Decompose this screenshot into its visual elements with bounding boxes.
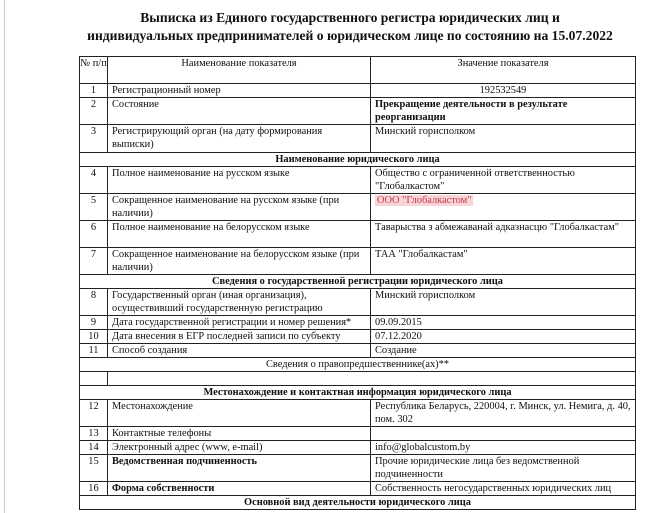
row-number: 6 (80, 221, 108, 248)
row-number: 16 (80, 482, 108, 496)
title-line-1: Выписка из Единого государственного регистра юридических лиц и (140, 10, 560, 25)
row-number: 10 (80, 330, 108, 344)
row-number: 7 (80, 248, 108, 275)
table-row (80, 316, 636, 330)
section-header-row (80, 153, 636, 167)
table-row (80, 441, 636, 455)
row-value: Собственность негосударственных юридических лиц (371, 482, 636, 496)
row-value (371, 194, 636, 221)
row-label: Ведомственная подчиненность (108, 455, 371, 482)
row-label: Сокращенное наименование на белорусском языке (при наличии) (108, 248, 371, 275)
table-row (80, 194, 636, 221)
row-number: 4 (80, 167, 108, 194)
header-num: № п/п (80, 57, 108, 84)
row-number: 8 (80, 289, 108, 316)
row-value: Создание (371, 344, 636, 358)
row-label: Сокращенное наименование на русском языке (при наличии) (108, 194, 371, 221)
subsection-header-row (80, 358, 636, 372)
row-label: Состояние (108, 98, 371, 125)
empty-cell (80, 372, 108, 386)
page-edge (4, 0, 5, 513)
row-number: 5 (80, 194, 108, 221)
row-value: Республика Беларусь, 220004, г. Минск, ул. Немига, д. 40, пом. 302 (371, 400, 636, 427)
section-header-row (80, 275, 636, 289)
table-row (80, 221, 636, 248)
section-header-row (80, 496, 636, 510)
header-value: Значение показателя (371, 57, 636, 84)
row-number: 9 (80, 316, 108, 330)
empty-cell (108, 372, 636, 386)
row-value: info@globalcustom.by (371, 441, 636, 455)
row-number: 14 (80, 441, 108, 455)
row-number: 3 (80, 125, 108, 153)
row-value (371, 427, 636, 441)
row-number: 15 (80, 455, 108, 482)
row-value: Таварыства з абмежаванай адказнасцю "Глобалкастам" (371, 221, 636, 248)
highlighted-value: ООО "Глобалкастом" (377, 195, 472, 206)
table-row (80, 167, 636, 194)
row-value: ТАА "Глобалкастам" (371, 248, 636, 275)
row-value: Минский горисполком (371, 125, 636, 153)
row-value: 09.09.2015 (371, 316, 636, 330)
row-number: 2 (80, 98, 108, 125)
row-label: Государственный орган (иная организация), осуществивший государственную регистрацию (108, 289, 371, 316)
table-header-row (80, 57, 636, 84)
table-row (80, 482, 636, 496)
table-row (80, 427, 636, 441)
header-name: Наименование показателя (108, 57, 371, 84)
row-number: 11 (80, 344, 108, 358)
row-value: Прекращение деятельности в результате реорганизации (371, 98, 636, 125)
row-value: 192532549 (371, 84, 636, 98)
section-header-row (80, 386, 636, 400)
row-number: 12 (80, 400, 108, 427)
row-label: Форма собственности (108, 482, 371, 496)
title-line-2: индивидуальных предпринимателей о юридическом лице по состоянию на 15.07.2022 (87, 28, 613, 43)
table-row (80, 84, 636, 98)
row-label: Дата внесения в ЕГР последней записи по субъекту (108, 330, 371, 344)
table-row (80, 125, 636, 153)
section-label: Основной вид деятельности юридического лица (80, 496, 636, 510)
row-label: Регистрирующий орган (на дату формирования выписки) (108, 125, 371, 153)
table-row (80, 98, 636, 125)
section-label: Сведения о правопредшественнике(ах)** (80, 358, 636, 372)
section-label: Наименование юридического лица (80, 153, 636, 167)
section-label: Местонахождение и контактная информация юридического лица (80, 386, 636, 400)
document-title (60, 9, 640, 45)
row-number: 13 (80, 427, 108, 441)
row-value: Общество с ограниченной ответственностью "Глобалкастом" (371, 167, 636, 194)
table-row (80, 344, 636, 358)
empty-row (80, 372, 636, 386)
row-value: Минский горисполком (371, 289, 636, 316)
table-row (80, 289, 636, 316)
row-value: 07.12.2020 (371, 330, 636, 344)
register-extract-table (79, 56, 636, 510)
row-label: Полное наименование на белорусском языке (108, 221, 371, 248)
row-label: Полное наименование на русском языке (108, 167, 371, 194)
row-label: Регистрационный номер (108, 84, 371, 98)
row-value: Прочие юридические лица без ведомственной подчиненности (371, 455, 636, 482)
row-number: 1 (80, 84, 108, 98)
row-label: Дата государственной регистрации и номер решения* (108, 316, 371, 330)
row-label: Способ создания (108, 344, 371, 358)
table-row (80, 455, 636, 482)
table-row (80, 330, 636, 344)
row-label: Контактные телефоны (108, 427, 371, 441)
row-label: Электронный адрес (www, e-mail) (108, 441, 371, 455)
table-row (80, 248, 636, 275)
section-label: Сведения о государственной регистрации юридического лица (80, 275, 636, 289)
row-label: Местонахождение (108, 400, 371, 427)
table-row (80, 400, 636, 427)
